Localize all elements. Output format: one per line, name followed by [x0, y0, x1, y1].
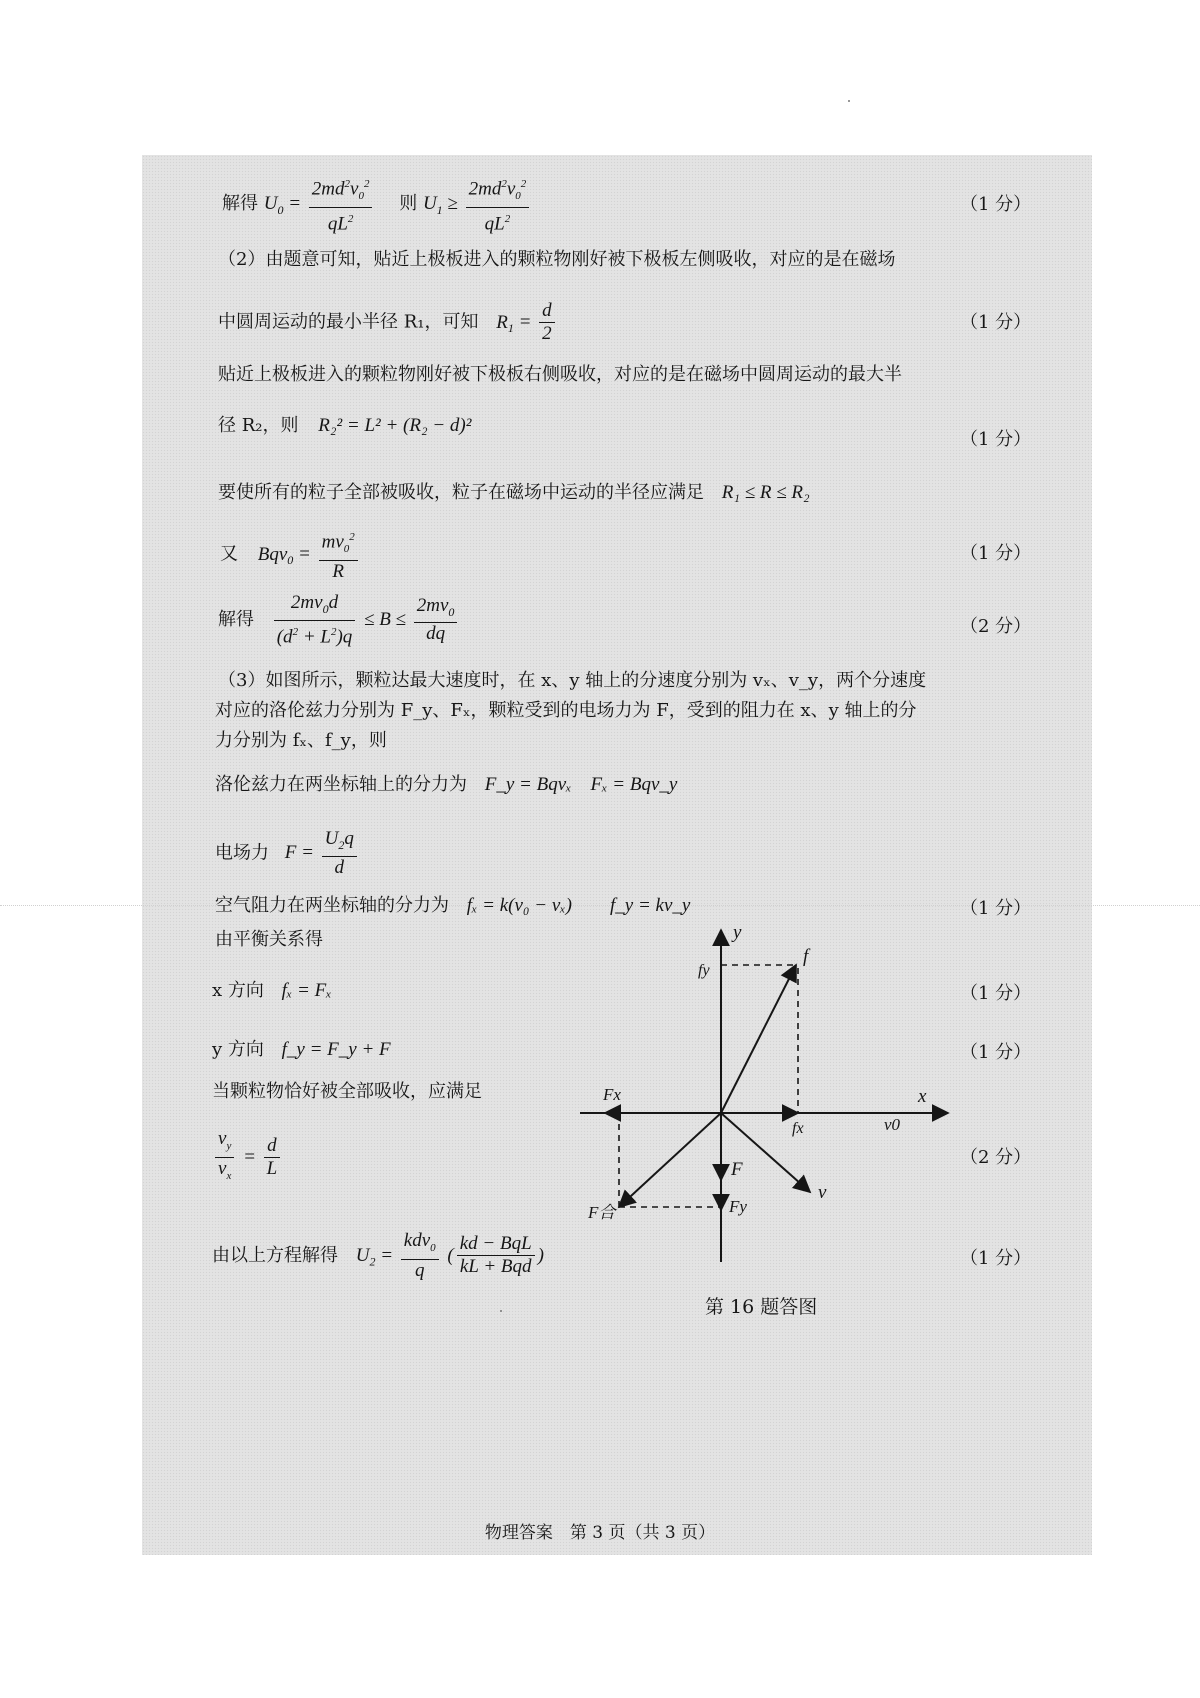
label-Fx: Fx: [603, 1085, 621, 1104]
score-mark: （1 分）: [960, 898, 1032, 919]
solution-line-15: 由平衡关系得: [215, 929, 323, 950]
vector-f: [721, 965, 796, 1113]
formula: fₓ = k(v₀ − vₓ) f_y = kv_y: [466, 895, 691, 916]
fraction: $\frac{2mv_0}{dq}$: [414, 595, 458, 646]
label-v0: v0: [884, 1115, 901, 1134]
formula: F_y = Bqvₓ Fₓ = Bqv_y: [484, 774, 678, 795]
label-fy: fy: [698, 962, 710, 979]
label-y: y: [733, 922, 742, 943]
solution-line-18: 当颗粒物恰好被全部吸收，应满足: [212, 1081, 482, 1102]
solution-line-13: 电场力 F = $\frac{U_2q}{d}$: [215, 828, 360, 879]
formula: R₁ ≤ R ≤ R₂: [721, 482, 810, 503]
solution-line-2: （2）由题意可知，贴近上极板进入的颗粒物刚好被下极板左侧吸收，对应的是在磁场: [218, 249, 896, 270]
score-mark: （1 分）: [960, 312, 1032, 333]
fraction: $\frac{mv_0^2}{R}$: [319, 526, 358, 583]
line-text: 电场力: [215, 842, 269, 864]
solution-line-19: $\frac{v_y}{v_x}$ = $\frac{d}{L}$: [212, 1128, 283, 1187]
score-mark: （1 分）: [960, 1042, 1032, 1063]
solution-line-20: 由以上方程解得 $U_2$ = $\frac{kdv_0}{q}$ ( $\frac{\text{kd − BqL}}{\text{kL + Bqd}}$ ): [212, 1230, 544, 1281]
solution-line-4: 贴近上极板进入的颗粒物刚好被下极板右侧吸收，对应的是在磁场中圆周运动的最大半: [218, 364, 902, 385]
formula: R₂² = L² + (R₂ − d)²: [318, 415, 472, 436]
solution-line-9: （3）如图所示，颗粒达最大速度时，在 x、y 轴上的分速度分别为 vₓ、v_y，两个分速度: [218, 670, 927, 691]
formula: fₓ = Fₓ: [281, 980, 332, 1001]
fraction: $\frac{v_y}{v_x}$: [215, 1128, 234, 1187]
label-F: F: [731, 1159, 743, 1180]
label-F-net: F合: [588, 1203, 616, 1222]
line-text: 又: [220, 543, 238, 565]
fraction: $\frac{2mv_0d}{(d^2 + L^2)q}$: [274, 592, 356, 648]
page-footer: 物理答案 第 3 页（共 3 页）: [484, 1523, 716, 1543]
solution-line-1: 解得 $U_0$ = $\frac{2md^2v_0^2}{qL^2}$ 则 $U_1$ ≥ $\frac{2md^2v_0^2}{qL^2}$: [222, 173, 532, 235]
label-Fy: Fy: [729, 1197, 747, 1216]
score-mark: （1 分）: [960, 983, 1032, 1004]
line-text: 中圆周运动的最小半径 R₁，可知: [218, 311, 479, 333]
solution-line-7: 又 Bqv$_0$ = $\frac{mv_0^2}{R}$: [220, 526, 361, 583]
line-text: 解得: [218, 609, 254, 631]
line-text: 要使所有的粒子全部被吸收，粒子在磁场中运动的半径应满足: [218, 482, 704, 503]
fraction: $\frac{\text{kd − BqL}}{\text{kL + Bqd}}$: [457, 1233, 535, 1278]
fraction: $\frac{U_2q}{d}$: [322, 828, 357, 879]
fraction: $\frac{2md^2v_0^2}{qL^2}$: [309, 173, 373, 235]
vector-F-net: [619, 1113, 721, 1207]
solution-line-3: 中圆周运动的最小半径 R₁，可知 $R_1$ = $\frac{d}{2}$: [218, 300, 558, 345]
line-text: 洛伦兹力在两坐标轴上的分力为: [215, 774, 467, 795]
fraction: $\frac{kdv_0}{q}$: [401, 1230, 439, 1282]
line-text: 由以上方程解得: [212, 1244, 338, 1266]
label-f: f: [803, 946, 809, 967]
score-mark: （1 分）: [960, 1248, 1032, 1269]
score-mark: （1 分）: [960, 194, 1032, 215]
line-text: 空气阻力在两坐标轴的分力为: [215, 895, 449, 916]
line-text: y 方向: [212, 1039, 264, 1060]
score-mark: （1 分）: [960, 429, 1032, 450]
score-mark: （2 分）: [960, 1147, 1032, 1168]
label-x: x: [918, 1086, 927, 1107]
formula: f_y = F_y + F: [281, 1039, 391, 1060]
score-mark: （2 分）: [960, 616, 1032, 637]
fraction: $\frac{2md^2v_0^2}{qL^2}$: [466, 173, 530, 235]
line-text: 径 R₂，则: [218, 415, 299, 436]
diagram-caption: 第 16 题答图: [705, 1296, 818, 1318]
fraction: $\frac{d}{L}$: [264, 1135, 281, 1180]
solution-line-8: 解得 $\frac{2mv_0d}{(d^2 + L^2)q}$ ≤ B ≤ $\frac{2mv_0}{dq}$: [218, 592, 460, 648]
label-v: v: [818, 1182, 827, 1203]
score-mark: （1 分）: [960, 543, 1032, 564]
solution-line-10: 对应的洛伦兹力分别为 F_y、Fₓ，颗粒受到的电场力为 F，受到的阻力在 x、y 轴上的分: [215, 700, 917, 721]
label-fx: fx: [792, 1120, 804, 1137]
fraction: $\frac{d}{2}$: [539, 300, 555, 345]
line-text: x 方向: [212, 980, 264, 1001]
solution-line-11: 力分别为 fₓ、f_y，则: [215, 730, 387, 751]
